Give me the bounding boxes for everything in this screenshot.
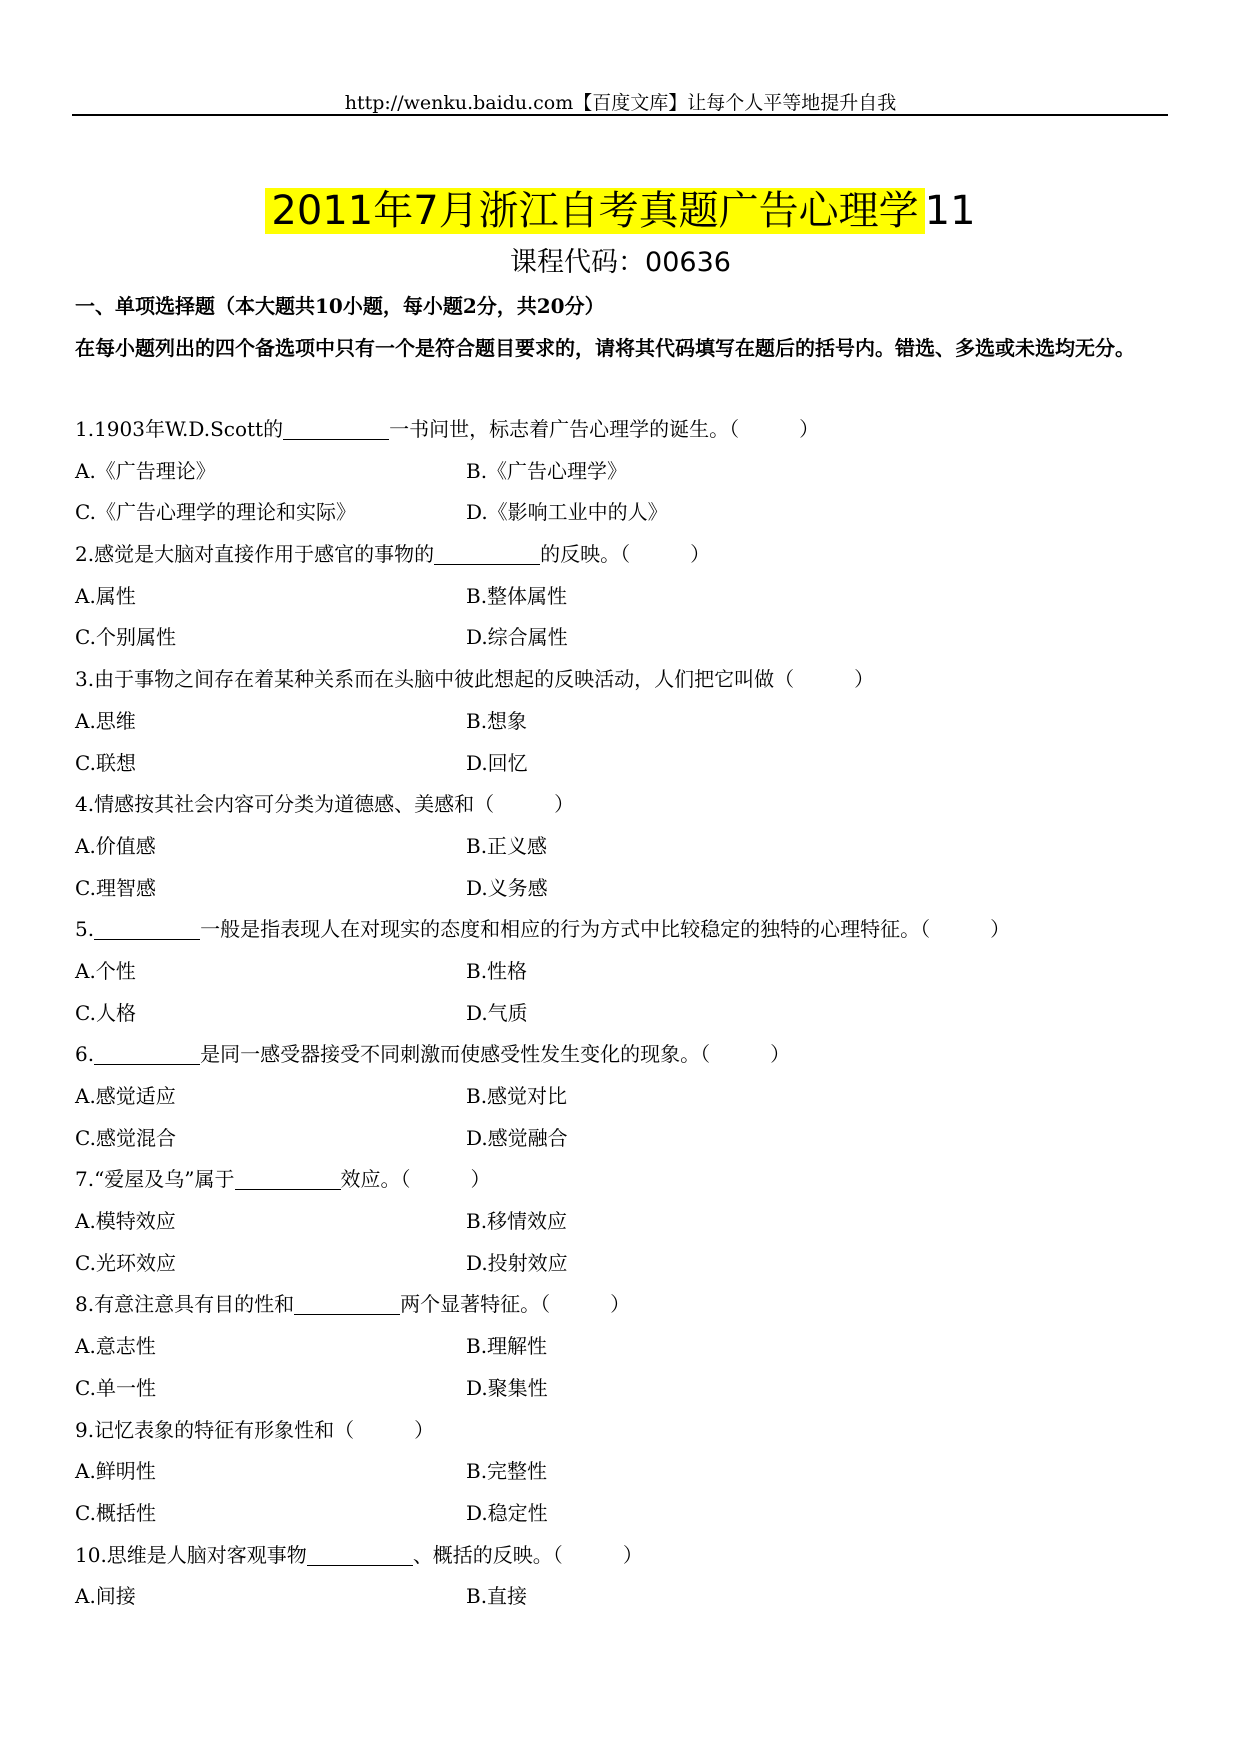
answer-paren-close: ） (610, 1292, 631, 1317)
option-row (75, 576, 1175, 618)
question-text: 9.记忆表象的特征有形象性和（ (75, 1417, 355, 1442)
answer-option: B.《广告心理学》 (466, 458, 628, 483)
question-text-continued: 效应。（ (340, 1167, 411, 1192)
section-title: 一、单项选择题（本大题共10小题，每小题2分，共20分） (75, 294, 605, 318)
answer-option: B.整体属性 (466, 583, 568, 608)
question-stem (75, 409, 1175, 451)
answer-option: D.气质 (466, 1000, 528, 1025)
answer-option: A.模特效应 (75, 1209, 176, 1234)
answer-option: A.属性 (75, 583, 136, 608)
answer-option: A.间接 (75, 1584, 136, 1609)
question-text: 5. (75, 917, 95, 942)
answer-option: D.感觉融合 (466, 1125, 568, 1150)
document-title (265, 183, 975, 239)
answer-paren-close: ） (854, 667, 875, 692)
question-stem (75, 1034, 1175, 1076)
question-text-continued: 的反映。（ (540, 542, 631, 567)
answer-blank (94, 915, 200, 940)
question-stem (75, 909, 1175, 951)
answer-option: D.义务感 (466, 875, 548, 900)
answer-paren-close: ） (622, 1542, 643, 1567)
answer-blank (94, 1040, 200, 1065)
option-row (75, 826, 1175, 868)
answer-option: D.投射效应 (466, 1250, 568, 1275)
option-row (75, 743, 1175, 785)
answer-option: B.直接 (466, 1584, 528, 1609)
answer-option: C.光环效应 (75, 1250, 176, 1275)
answer-option: D.回忆 (466, 750, 528, 775)
question-stem (75, 1284, 1175, 1326)
answer-option: D.聚集性 (466, 1375, 548, 1400)
question-text: 7.“爱屋及乌”属于 (75, 1167, 235, 1192)
answer-option: D.稳定性 (466, 1500, 548, 1525)
answer-option: B.想象 (466, 708, 528, 733)
answer-option: D.《影响工业中的人》 (466, 500, 668, 525)
answer-blank (294, 1290, 400, 1315)
answer-option: C.概括性 (75, 1500, 156, 1525)
answer-option: C.联想 (75, 750, 136, 775)
answer-blank (283, 415, 389, 440)
option-row (75, 951, 1175, 993)
answer-paren-close: ） (799, 417, 820, 441)
document-title-highlighted: 2011年7月浙江自考真题广告心理学 (265, 188, 924, 234)
answer-paren-close: ） (770, 1042, 791, 1067)
answer-option: B.理解性 (466, 1334, 548, 1359)
answer-option: A.价值感 (75, 833, 156, 858)
question-text: 2.感觉是大脑对直接作用于感官的事物的 (75, 542, 435, 567)
answer-option: C.人格 (75, 1000, 136, 1025)
answer-blank (307, 1541, 413, 1566)
question-text: 4.情感按其社会内容可分类为道德感、美感和（ (75, 792, 495, 817)
option-row (75, 993, 1175, 1035)
option-row (75, 1243, 1175, 1285)
answer-paren-close: ） (690, 542, 711, 567)
option-row (75, 1326, 1175, 1368)
question-text: 1.1903年W.D.Scott的 (75, 417, 284, 441)
answer-option: B.感觉对比 (466, 1084, 568, 1108)
question-text-continued: 两个显著特征。（ (400, 1292, 551, 1317)
answer-option: B.性格 (466, 958, 528, 983)
option-row (75, 492, 1175, 534)
answer-option: A.《广告理论》 (75, 458, 216, 483)
question-stem (75, 1535, 1175, 1577)
question-stem (75, 1159, 1175, 1201)
answer-option: C.理智感 (75, 875, 156, 900)
answer-paren-close: ） (554, 792, 575, 817)
option-row (75, 1368, 1175, 1410)
option-row (75, 1451, 1175, 1493)
answer-option: B.完整性 (466, 1459, 548, 1484)
answer-option: A.感觉适应 (75, 1084, 176, 1108)
option-row (75, 1201, 1175, 1243)
title-block (0, 183, 1241, 239)
option-row (75, 701, 1175, 743)
page-header-text: http://wenku.baidu.com【百度文库】让每个人平等地提升自我 (344, 92, 897, 114)
answer-paren-close: ） (470, 1167, 491, 1192)
option-row (75, 617, 1175, 659)
question-text: 3.由于事物之间存在着某种关系而在头脑中彼此想起的反映活动，人们把它叫做（ (75, 667, 795, 692)
course-code: 课程代码：00636 (510, 247, 731, 278)
answer-option: D.综合属性 (466, 625, 568, 650)
answer-option: A.意志性 (75, 1334, 156, 1359)
option-row (75, 1493, 1175, 1535)
answer-option: C.感觉混合 (75, 1125, 176, 1150)
section-instructions: 在每小题列出的四个备选项中只有一个是符合题目要求的，请将其代码填写在题后的括号内。错选、多选或未选均无分。 (75, 336, 1135, 360)
answer-paren-close: ） (990, 917, 1011, 942)
answer-option: C.单一性 (75, 1375, 156, 1400)
answer-option: C.《广告心理学的理论和实际》 (75, 500, 356, 525)
question-stem (75, 534, 1175, 576)
answer-paren-close: ） (414, 1417, 435, 1442)
question-stem (75, 784, 1175, 826)
answer-option: A.个性 (75, 958, 136, 983)
header-rule (72, 114, 1168, 116)
option-row (75, 1118, 1175, 1160)
answer-option: B.正义感 (466, 833, 548, 858)
question-stem (75, 1410, 1175, 1452)
question-text: 8.有意注意具有目的性和 (75, 1292, 295, 1317)
document-title-suffix: 11 (924, 188, 976, 234)
option-row (75, 451, 1175, 493)
question-text: 6. (75, 1042, 95, 1067)
option-row (75, 1576, 1175, 1618)
question-list (75, 409, 1175, 1618)
question-text-continued: 一般是指表现人在对现实的态度和相应的行为方式中比较稳定的独特的心理特征。（ (200, 917, 931, 942)
answer-option: B.移情效应 (466, 1209, 568, 1234)
answer-blank (434, 540, 540, 565)
answer-option: A.思维 (75, 708, 136, 733)
question-text-continued: 一书问世，标志着广告心理学的诞生。（ (389, 417, 740, 441)
question-text: 10.思维是人脑对客观事物 (75, 1542, 307, 1567)
question-text-continued: 、概括的反映。（ (412, 1542, 563, 1567)
answer-option: A.鲜明性 (75, 1459, 156, 1484)
option-row (75, 1076, 1175, 1118)
question-stem (75, 659, 1175, 701)
answer-blank (235, 1165, 341, 1190)
question-text-continued: 是同一感受器接受不同刺激而使感受性发生变化的现象。（ (200, 1042, 711, 1067)
option-row (75, 868, 1175, 910)
answer-option: C.个别属性 (75, 625, 176, 650)
